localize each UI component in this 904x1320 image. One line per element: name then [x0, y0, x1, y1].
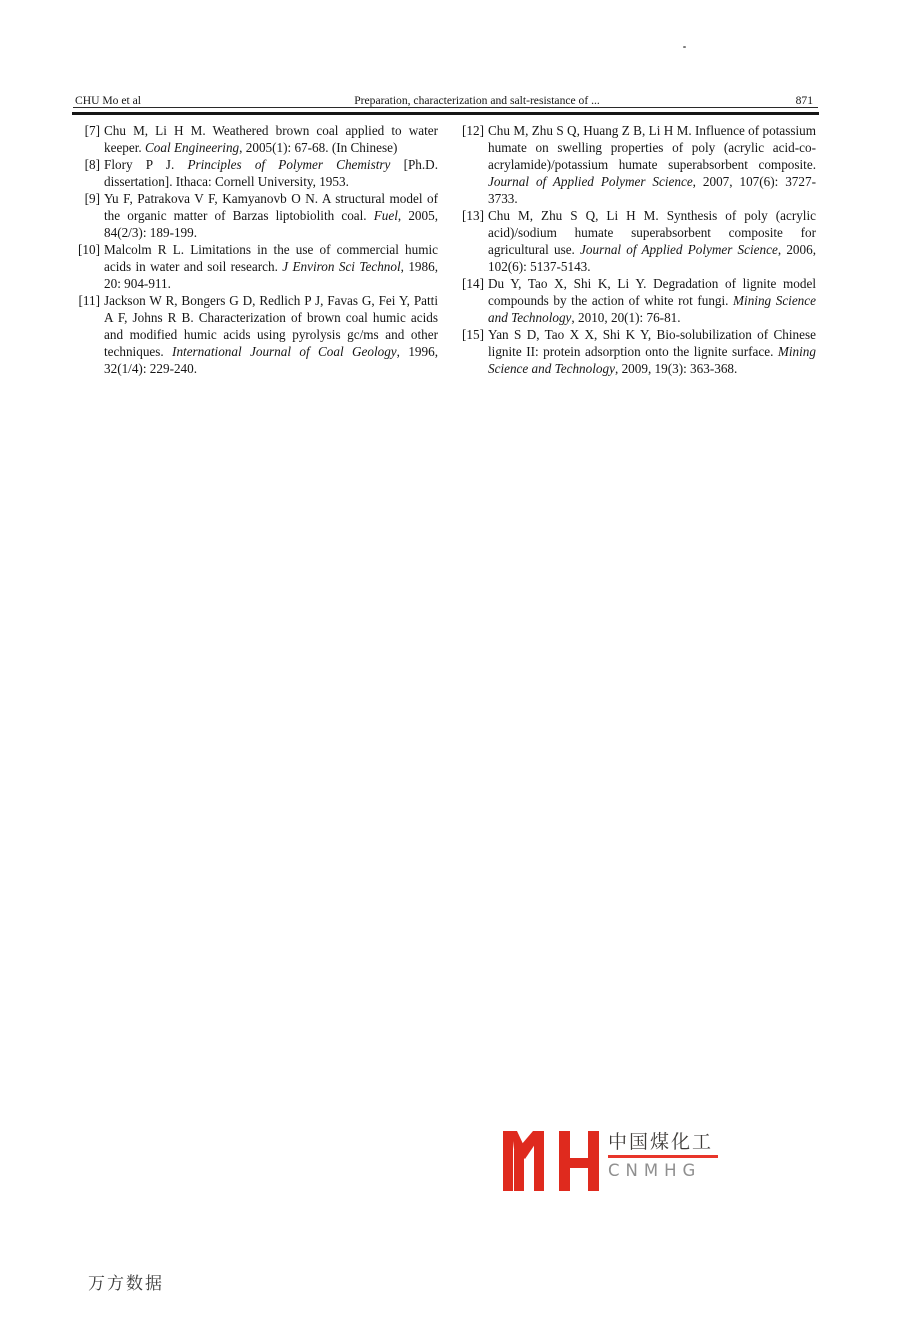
reference-text: , 2006, 102(6): 5137-5143. [488, 242, 816, 274]
reference-item [459, 275, 816, 326]
reference-journal-title: Mining Science and Technology [488, 344, 816, 376]
logo-chinese-name: 中国煤化工 [608, 1131, 714, 1153]
reference-text: , 2005, 84(2/3): 189-199. [104, 208, 439, 240]
reference-number: [11] [78, 293, 100, 308]
logo-english-abbr: CNMHG [608, 1161, 702, 1180]
header-author: CHU Mo et al [75, 94, 142, 107]
reference-item [459, 207, 816, 275]
reference-number: [10] [78, 242, 100, 257]
reference-number: [14] [462, 276, 484, 291]
reference-text: Du Y, Tao X, Shi K, Li Y. Degradation of lignite model compounds by the action of white rot fungi. [488, 276, 816, 308]
reference-text: Yu F, Patrakova V F, Kamyanovb O N. A structural model of the organic matter of Barzas liptobiolith coal. [104, 191, 438, 223]
cnmhg-logo-mark-icon [503, 1131, 599, 1191]
reference-journal-title: Mining Science and Technology [488, 293, 816, 325]
reference-text: , 1996, 32(1/4): 229-240. [104, 344, 438, 376]
reference-number: [9] [84, 191, 100, 206]
reference-text: Yan S D, Tao X X, Shi K Y, Bio-solubilization of Chinese lignite II: protein adsorption onto the lignite surface. [488, 327, 816, 359]
header-rule-thick [72, 112, 819, 115]
reference-number: [7] [84, 123, 100, 138]
logo-text-block [608, 1131, 720, 1181]
reference-journal-title: J Environ Sci Technol [282, 259, 401, 274]
reference-number: [8] [84, 157, 100, 172]
references-right-column [459, 122, 816, 377]
reference-journal-title: Journal of Applied Polymer Science [488, 174, 693, 189]
reference-number: [12] [462, 123, 484, 138]
reference-text: Chu M, Zhu S Q, Li H M. Synthesis of poly (acrylic acid)/sodium humate superabsorbent composite for agricultural use. [488, 208, 816, 257]
reference-text: , 2010, 20(1): 76-81. [571, 310, 681, 325]
logo-underline [608, 1155, 718, 1158]
reference-number: [13] [462, 208, 484, 223]
header-rule-thin [73, 107, 818, 108]
reference-item [459, 122, 816, 207]
reference-text: , 2007, 107(6): 3727-3733. [488, 174, 816, 206]
reference-journal-title: Journal of Applied Polymer Science [580, 242, 778, 257]
scan-speck [683, 46, 686, 48]
reference-journal-title: International Journal of Coal Geology [172, 344, 397, 359]
references-section [75, 122, 816, 377]
reference-text: Jackson W R, Bongers G D, Redlich P J, Favas G, Fei Y, Patti A F, Johns R B. Characterization of brown coal humic acids and modified humic acids using pyrolysis gc/ms and other techniques. [104, 293, 438, 359]
reference-journal-title: Principles of Polymer Chemistry [187, 157, 391, 172]
reference-text: Flory P J. [104, 157, 188, 172]
reference-item [75, 190, 438, 241]
reference-item [75, 241, 438, 292]
reference-journal-title: Coal Engineering [145, 140, 240, 155]
reference-item [75, 122, 438, 156]
cnmhg-publisher-logo [503, 1131, 720, 1191]
wanfang-data-watermark: 万方数据 [88, 1274, 164, 1294]
header-page-number: 871 [795, 94, 813, 107]
header-running-title: Preparation, characterization and salt-resistance of ... [354, 94, 600, 107]
reference-item [459, 326, 816, 377]
reference-text: [Ph.D. dissertation]. Ithaca: Cornell University, 1953. [104, 157, 439, 189]
reference-text: Chu M, Li H M. Weathered brown coal applied to water keeper. [104, 123, 438, 155]
reference-text: , 2005(1): 67-68. (In Chinese) [239, 140, 398, 155]
reference-text: , 1986, 20: 904-911. [104, 259, 438, 291]
reference-item [75, 292, 438, 377]
reference-text: Malcolm R L. Limitations in the use of commercial humic acids in water and soil research. [104, 242, 438, 274]
reference-item [75, 156, 438, 190]
reference-text: Chu M, Zhu S Q, Huang Z B, Li H M. Influence of potassium humate on swelling properties of poly (acrylic acid-co-acrylamide)/potassium humate superabsorbent composite. [488, 123, 816, 172]
reference-number: [15] [462, 327, 484, 342]
references-left-column [75, 122, 438, 377]
reference-journal-title: Fuel [373, 208, 398, 223]
reference-text: , 2009, 19(3): 363-368. [614, 361, 738, 376]
